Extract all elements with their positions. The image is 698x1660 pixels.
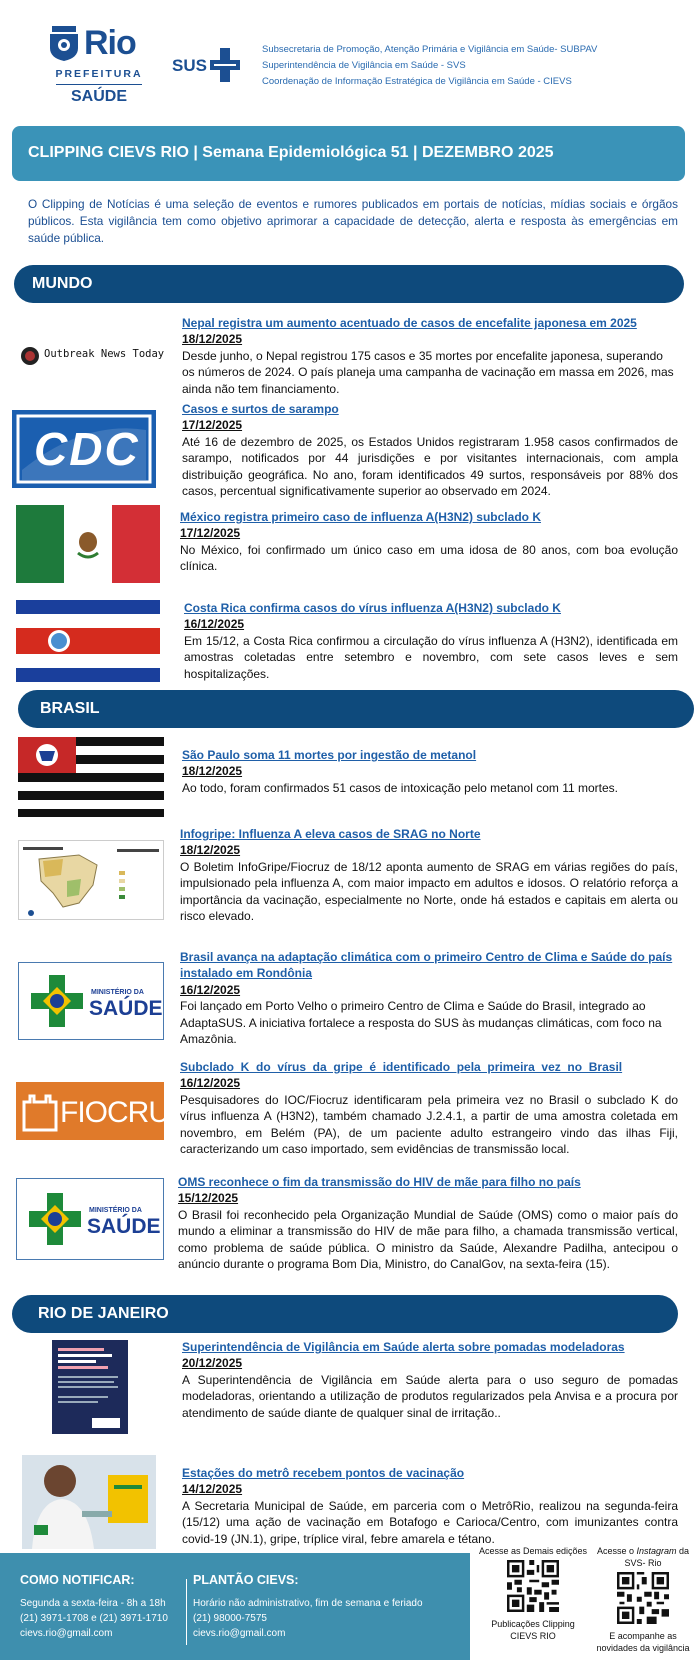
qr2-bottom-text: E acompanhe as novidades da vigilância bbox=[596, 1631, 690, 1653]
ministerio-logo-line2: SAÚDE bbox=[89, 997, 163, 1020]
qr-instagram-block bbox=[588, 1545, 698, 1654]
article-title-link[interactable]: OMS reconhece o fim da transmissão do HIV de mãe para filho no país bbox=[178, 1175, 581, 1189]
article-clima bbox=[180, 949, 678, 1047]
article-title-link[interactable]: Costa Rica confirma casos do vírus influenza A(H3N2) subclado K bbox=[184, 601, 561, 615]
article-title-link[interactable]: Superintendência de Vigilância em Saúde alerta sobre pomadas modeladoras bbox=[182, 1340, 625, 1354]
cdc-logo bbox=[12, 410, 156, 488]
article-body: Foi lançado em Porto Velho o primeiro Centro de Clima e Saúde do Brasil, integrado ao AdaptaSUS. A iniciativa fortalece a resposta do SUS às mudanças climáticas, com foco na Amazônia. bbox=[180, 999, 662, 1047]
notify-title: COMO NOTIFICAR: bbox=[20, 1573, 135, 1587]
pomadas-poster-image bbox=[52, 1340, 128, 1434]
article-infogripe bbox=[180, 826, 678, 924]
article-date: 18/12/2025 bbox=[180, 843, 241, 858]
logo-divider bbox=[56, 84, 142, 85]
notify-email[interactable]: cievs.rio@gmail.com bbox=[20, 1628, 113, 1639]
sus-cross-icon bbox=[210, 48, 240, 82]
plantao-title: PLANTÃO CIEVS: bbox=[193, 1573, 299, 1587]
qr-code-icon[interactable] bbox=[507, 1560, 559, 1612]
article-date: 14/12/2025 bbox=[182, 1482, 243, 1497]
footer-contact-bar bbox=[0, 1553, 470, 1660]
pomadas-poster-icon bbox=[52, 1340, 128, 1434]
outbreak-logo-text: Outbreak News Today bbox=[44, 348, 165, 360]
article-date: 16/12/2025 bbox=[184, 617, 245, 632]
plantao-hours: Horário não administrativo, fim de semana e feriado bbox=[193, 1598, 423, 1609]
clipping-title-bar: CLIPPING CIEVS RIO | Semana Epidemiológica 51 | DEZEMBRO 2025 bbox=[12, 126, 685, 181]
sus-logo-text: SUS bbox=[172, 56, 207, 75]
article-date: 18/12/2025 bbox=[182, 332, 243, 347]
outbreak-news-logo bbox=[18, 343, 168, 369]
logo-saude-text: SAÚDE bbox=[70, 88, 127, 105]
section-rio-de-janeiro: RIO DE JANEIRO bbox=[12, 1295, 678, 1333]
article-date: 17/12/2025 bbox=[182, 418, 243, 433]
article-title-link[interactable]: Subclado K do vírus da gripe é identificado pela primeira vez no Brasil bbox=[180, 1060, 623, 1074]
footer-notify-column bbox=[20, 1573, 168, 1641]
ministerio-saude-logo bbox=[18, 962, 164, 1040]
article-date: 20/12/2025 bbox=[182, 1356, 243, 1371]
infogripe-map-image bbox=[18, 840, 164, 920]
article-body: A Secretaria Municipal de Saúde, em parceria com o MetrôRio, realizou na segunda-feira (15/12) uma ação de vacinação em Botafogo e Carioca/Centro, com imunizantes contra covid-19 (JN.1), gripe, tríplice viral, febre amarela e tétano. bbox=[182, 1498, 678, 1546]
ministerio-logo-line2: SAÚDE bbox=[87, 1215, 161, 1238]
header bbox=[0, 0, 697, 118]
article-subclado-k bbox=[180, 1059, 678, 1157]
article-body: Em 15/12, a Costa Rica confirmou a circulação do vírus influenza A (H3N2), identificada em amostras coletadas entre setembro e novembro, com sete casos leves e sem hospitalizações. bbox=[184, 633, 678, 681]
ministerio-logo-line1: MINISTÉRIO DA bbox=[91, 989, 144, 996]
fiocruz-castle-icon bbox=[22, 1092, 58, 1130]
article-body: O Boletim InfoGripe/Fiocruz de 18/12 aponta aumento de SRAG em várias regiões do país, impulsionado pela influenza A, com maior impacto em adultos e idosos. O relatório reforça a importância da vacinação, especialmente no Norte, onde há estados e capitais em alerta ou risco elevado. bbox=[180, 859, 678, 924]
article-body: No México, foi confirmado um único caso em uma idosa de 80 anos, com boa evolução clínica. bbox=[180, 542, 678, 574]
qr2-top-text bbox=[588, 1545, 698, 1569]
article-date: 16/12/2025 bbox=[180, 1076, 241, 1091]
ministerio-logo-line1: MINISTÉRIO DA bbox=[89, 1207, 142, 1214]
article-title-link[interactable]: São Paulo soma 11 mortes por ingestão de metanol bbox=[182, 748, 477, 762]
plantao-email[interactable]: cievs.rio@gmail.com bbox=[193, 1628, 286, 1639]
article-date: 16/12/2025 bbox=[180, 982, 241, 997]
article-title-link[interactable]: Estações do metrô recebem pontos de vacinação bbox=[182, 1466, 465, 1480]
article-body: Ao todo, foram confirmados 51 casos de intoxicação pelo metanol com 11 mortes. bbox=[182, 780, 619, 795]
article-title-link[interactable]: Infogripe: Influenza A eleva casos de SRAG no Norte bbox=[180, 827, 481, 841]
article-title-link[interactable]: Nepal registra um aumento acentuado de casos de encefalite japonesa em 2025 bbox=[182, 316, 637, 330]
rio-crest-icon bbox=[46, 24, 82, 62]
footer-divider bbox=[186, 1579, 187, 1645]
article-sao-paulo bbox=[182, 747, 678, 796]
qr2-top-a: Acesse o bbox=[596, 1546, 637, 1556]
brazil-map-icon bbox=[19, 841, 165, 921]
article-costa-rica bbox=[184, 600, 678, 682]
ministerio-cross-icon bbox=[31, 975, 83, 1027]
qr-clipping-block bbox=[478, 1545, 588, 1642]
article-date: 18/12/2025 bbox=[182, 764, 243, 779]
mexico-eagle-icon bbox=[74, 529, 102, 559]
sao-paulo-flag bbox=[18, 737, 164, 817]
qr2-top-b: Instagram bbox=[636, 1546, 677, 1556]
article-body: Pesquisadores do IOC/Fiocruz identificaram pela primeira vez no Brasil o subclado K do vírus influenza A (H3N2), também chamado J.2.4.1, a partir de uma amostra coletada em novembro, em Belém (PA), de um paciente adulto estrangeiro vindo das ilhas Fiji, caracterizando um caso importado, sem evidências de transmissão local. bbox=[180, 1092, 678, 1157]
article-title-link[interactable]: Brasil avança na adaptação climática com o primeiro Centro de Clima e Saúde do país instalado em Rondônia bbox=[180, 950, 673, 981]
org-line-subpav: Subsecretaria de Promoção, Atenção Primária e Vigilância em Saúde- SUBPAV bbox=[262, 44, 598, 55]
org-line-cievs: Coordenação de Informação Estratégica de Vigilância em Saúde - CIEVS bbox=[262, 76, 572, 87]
fiocruz-logo bbox=[16, 1082, 187, 1140]
article-body: Até 16 de dezembro de 2025, os Estados Unidos registraram 1.958 casos confirmados de sarampo, notificados por 44 jurisdições e por visitantes internacionais, com ampla distribuição geográfica. No ano, foram identificados 49 surtos, responsáveis por 88% dos casos, percentual significativamente superior ao observado em 2024. bbox=[182, 434, 678, 499]
prefeitura-rio-saude-logo bbox=[46, 24, 152, 108]
ministerio-saude-logo-2 bbox=[16, 1178, 164, 1260]
logo-rio-text: Rio bbox=[84, 24, 136, 62]
article-metro bbox=[182, 1465, 678, 1547]
article-hiv bbox=[178, 1174, 678, 1272]
article-body: A Superintendência de Vigilância em Saúde alerta para o uso seguro de pomadas modeladoras, orientando a utilização de produtos regularizados pela Anvisa e a procura por atendimento de saúde diante de qualquer sinal de irritação.. bbox=[182, 1372, 678, 1420]
costa-rica-flag bbox=[16, 600, 160, 682]
article-nepal bbox=[182, 315, 678, 397]
cdc-logo-text: CDC bbox=[34, 423, 140, 475]
intro-paragraph: O Clipping de Notícias é uma seleção de eventos e rumores publicados em portais de notícias, mídias sociais e órgãos públicos. Esta vigilância tem como objetivo aprimorar a capacidade de detecção, alerta e resposta às emergências em saúde pública. bbox=[28, 197, 678, 245]
article-title-link[interactable]: México registra primeiro caso de influenza A(H3N2) subclado K bbox=[180, 510, 541, 524]
outbreak-globe-icon bbox=[20, 346, 40, 366]
costa-rica-seal-icon bbox=[46, 628, 72, 654]
article-date: 15/12/2025 bbox=[178, 1191, 239, 1206]
qr-code-icon[interactable] bbox=[617, 1572, 669, 1624]
article-pomadas bbox=[182, 1339, 678, 1421]
section-brasil: BRASIL bbox=[18, 690, 694, 728]
footer-plantao-column bbox=[193, 1573, 423, 1641]
notify-phones: (21) 3971-1708 e (21) 3971-1710 bbox=[20, 1613, 168, 1624]
article-date: 17/12/2025 bbox=[180, 526, 241, 541]
article-body: O Brasil foi reconhecido pela Organização Mundial de Saúde (OMS) como o maior país do mundo a eliminar a transmissão do HIV de mãe para filho, a chamada transmissão vertical, como problema de saúde pública. O ministro da Saúde, Alexandre Padilha, antecipou o anúncio durante o programa Bom Dia, Ministro, do CanalGov, na sexta-feira (15). bbox=[178, 1207, 678, 1272]
metro-vaccination-photo bbox=[22, 1455, 156, 1549]
vaccination-photo-icon bbox=[22, 1455, 156, 1549]
notify-hours: Segunda a sexta-feira - 8h a 18h bbox=[20, 1598, 166, 1609]
org-line-svs: Superintendência de Vigilância em Saúde - SVS bbox=[262, 60, 466, 71]
article-title-link[interactable]: Casos e surtos de sarampo bbox=[182, 402, 339, 416]
qr1-top-text: Acesse as Demais edições bbox=[478, 1546, 588, 1556]
fiocruz-logo-text: FIOCRUZ bbox=[60, 1096, 187, 1129]
qr2-top-c: da SVS- Rio bbox=[624, 1546, 690, 1568]
sao-paulo-emblem-icon bbox=[30, 741, 64, 769]
plantao-phone: (21) 98000-7575 bbox=[193, 1613, 267, 1624]
mexico-flag bbox=[16, 505, 160, 583]
qr1-bottom-text: Publicações Clipping CIEVS RIO bbox=[491, 1619, 575, 1641]
article-body: Desde junho, o Nepal registrou 175 casos e 35 mortes por encefalite japonesa, superando os números de 2024. O país planeja uma campanha de vacinação em massa em 2026, mas ainda não tem financiamento. bbox=[182, 348, 674, 396]
logo-prefeitura-text: PREFEITURA bbox=[55, 68, 143, 80]
sus-logo bbox=[172, 48, 242, 84]
article-mexico bbox=[180, 509, 678, 575]
article-sarampo bbox=[182, 401, 678, 499]
ministerio-cross-icon bbox=[29, 1193, 81, 1245]
header-org-lines bbox=[262, 42, 682, 90]
section-mundo: MUNDO bbox=[14, 265, 684, 303]
